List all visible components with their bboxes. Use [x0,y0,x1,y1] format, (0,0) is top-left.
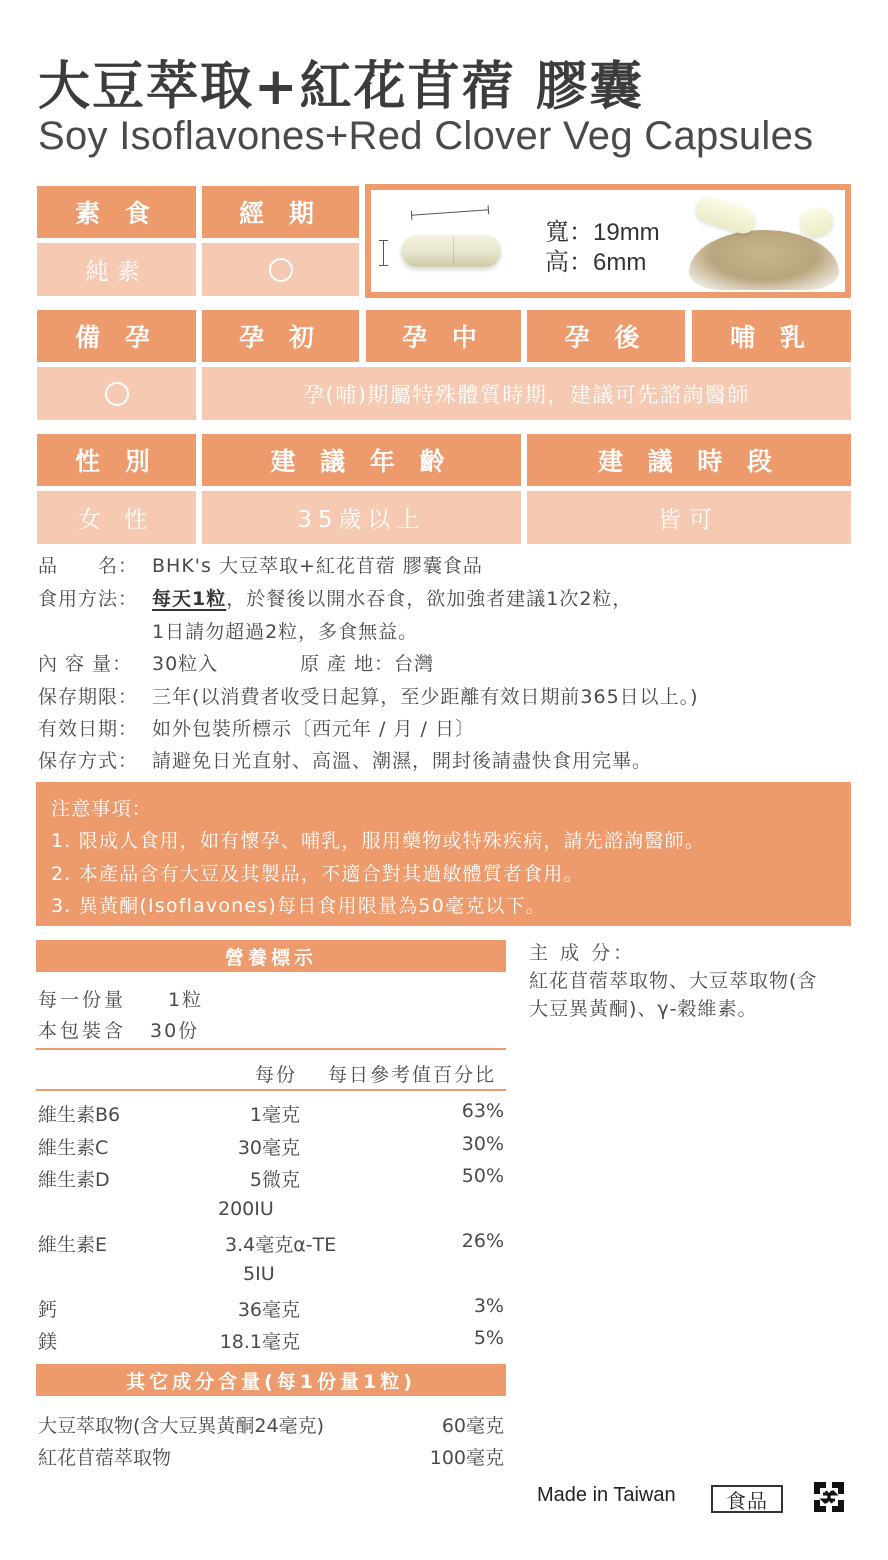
header-gender: 性 別 [37,434,196,486]
header-vegetarian: 素 食 [37,186,196,238]
origin-label: 原 產 地： [300,653,395,675]
nutrient-dv: 63% [461,1100,504,1122]
nutrient-name: 鈣 [38,1299,58,1321]
main-ingredients-title: 主 成 分： [529,942,636,964]
circle-ok-icon [269,258,293,282]
value-time: 皆可 [527,491,851,544]
nutrient-amount: 3.4毫克α-TE [225,1234,337,1256]
value-preconception [37,367,196,420]
nutrient-amount: 36毫克 [237,1299,300,1321]
info-usage-line2: 1日請勿超過2粒，多食無益。 [152,621,419,643]
info-usage: 食用方法： 每天1粒，於餐後以開水吞食，欲加強者建議1次2粒， [38,588,633,610]
notice-title: 注意事項： [51,798,153,820]
header-mid-pregnancy: 孕 中 [366,310,521,362]
nutrient-dv: 50% [461,1165,504,1187]
info-content: 內 容 量： 30粒入 原 產 地：台灣 [38,653,435,675]
height-dimension-icon [383,240,384,266]
notice-item: 3. 異黃酮(Isoflavones)每日食用限量為50毫克以下。 [51,895,547,917]
width-dimension-icon [411,209,489,215]
capsule-image-panel [365,184,851,298]
nutrient-name: 維生素D [38,1169,110,1191]
powder-image [681,200,841,292]
col-daily-value: 每日參考值百分比 [328,1064,497,1086]
header-early-pregnancy: 孕 初 [202,310,359,362]
serving-size-label: 每一份量 [38,989,127,1011]
nutrient-dv: 26% [461,1230,504,1252]
nutrient-amount: 30毫克 [237,1137,300,1159]
capsule-height: 高：6mm [545,249,647,276]
info-expiry: 有效日期： 如外包裝所標示〔西元年 / 月 / 日〕 [38,718,475,740]
nutrient-name: 維生素C [38,1137,109,1159]
notice-item: 1. 限成人食用，如有懷孕、哺乳，服用藥物或特殊疾病，請先諮詢醫師。 [51,830,705,852]
nutrient-amount-alt: 200IU [218,1198,274,1220]
servings-value: 30份 [150,1020,200,1042]
col-per-serving: 每份 [255,1064,298,1086]
nutrient-amount: 1毫克 [249,1104,300,1126]
ingredient-amount: 100毫克 [429,1447,504,1469]
nutrient-name: 維生素E [38,1234,108,1256]
origin-value: 台灣 [394,653,435,675]
notice-box [36,782,851,926]
main-ingredients-line2: 大豆異黃酮)、γ-穀維素。 [529,998,758,1020]
ingredient-amount: 60毫克 [441,1415,504,1437]
product-title-en: Soy Isoflavones+Red Clover Veg Capsules [38,114,814,158]
made-in-taiwan: Made in Taiwan [537,1484,676,1506]
capsule-dimensions [545,218,660,278]
product-title-zh: 大豆萃取+紅花苜蓿 膠囊 [38,57,644,117]
serving-size-value: 1粒 [168,989,204,1011]
divider [36,1089,506,1091]
ingredient-name: 紅花苜蓿萃取物 [38,1447,172,1469]
header-recommended-time: 建 議 時 段 [527,434,851,486]
divider [36,1048,506,1050]
nutrient-amount-alt: 5IU [243,1263,275,1285]
value-gender: 女 性 [37,491,196,544]
info-storage: 保存方式： 請避免日光直射、高溫、潮濕，開封後請盡快食用完畢。 [38,750,653,772]
capsule-width: 寬：19mm [545,219,660,246]
recycle-icon [810,1478,848,1516]
nutrient-amount: 18.1毫克 [219,1331,300,1353]
pregnancy-note: 孕(哺)期屬特殊體質時期，建議可先諮詢醫師 [202,367,851,420]
capsule-image [401,235,501,267]
food-badge: 食品 [711,1485,783,1513]
value-age: 35歲以上 [202,491,521,544]
info-shelf-life: 保存期限： 三年(以消費者收受日起算，至少距離有效日期前365日以上。) [38,686,699,708]
nutrient-dv: 5% [473,1327,504,1349]
info-product-name: 品 名： BHK's 大豆萃取+紅花苜蓿 膠囊食品 [38,555,483,577]
header-recommended-age: 建 議 年 齡 [202,434,521,486]
value-menstruation [202,243,359,296]
main-ingredients-line1: 紅花苜蓿萃取物、大豆萃取物(含 [529,970,818,992]
nutrient-dv: 3% [473,1295,504,1317]
servings-label: 本包裝含 [38,1020,127,1042]
circle-ok-icon [105,382,129,406]
nutrient-amount: 5微克 [249,1169,300,1191]
nutrient-name: 鎂 [38,1331,58,1353]
usage-highlight: 每天1粒 [152,588,227,610]
ingredient-name: 大豆萃取物(含大豆異黃酮24毫克) [38,1415,325,1437]
nutrient-dv: 30% [461,1133,504,1155]
header-breastfeeding: 哺 乳 [692,310,851,362]
header-menstruation: 經 期 [202,186,359,238]
nutrition-title: 營養標示 [36,940,506,972]
notice-item: 2. 本產品含有大豆及其製品，不適合對其過敏體質者食用。 [51,863,584,885]
value-vegan: 純素 [37,243,196,296]
other-ingredients-title: 其它成分含量(每1份量1粒) [36,1364,506,1396]
nutrient-name: 維生素B6 [38,1104,121,1126]
header-postpartum: 孕 後 [527,310,685,362]
header-preconception: 備 孕 [37,310,196,362]
